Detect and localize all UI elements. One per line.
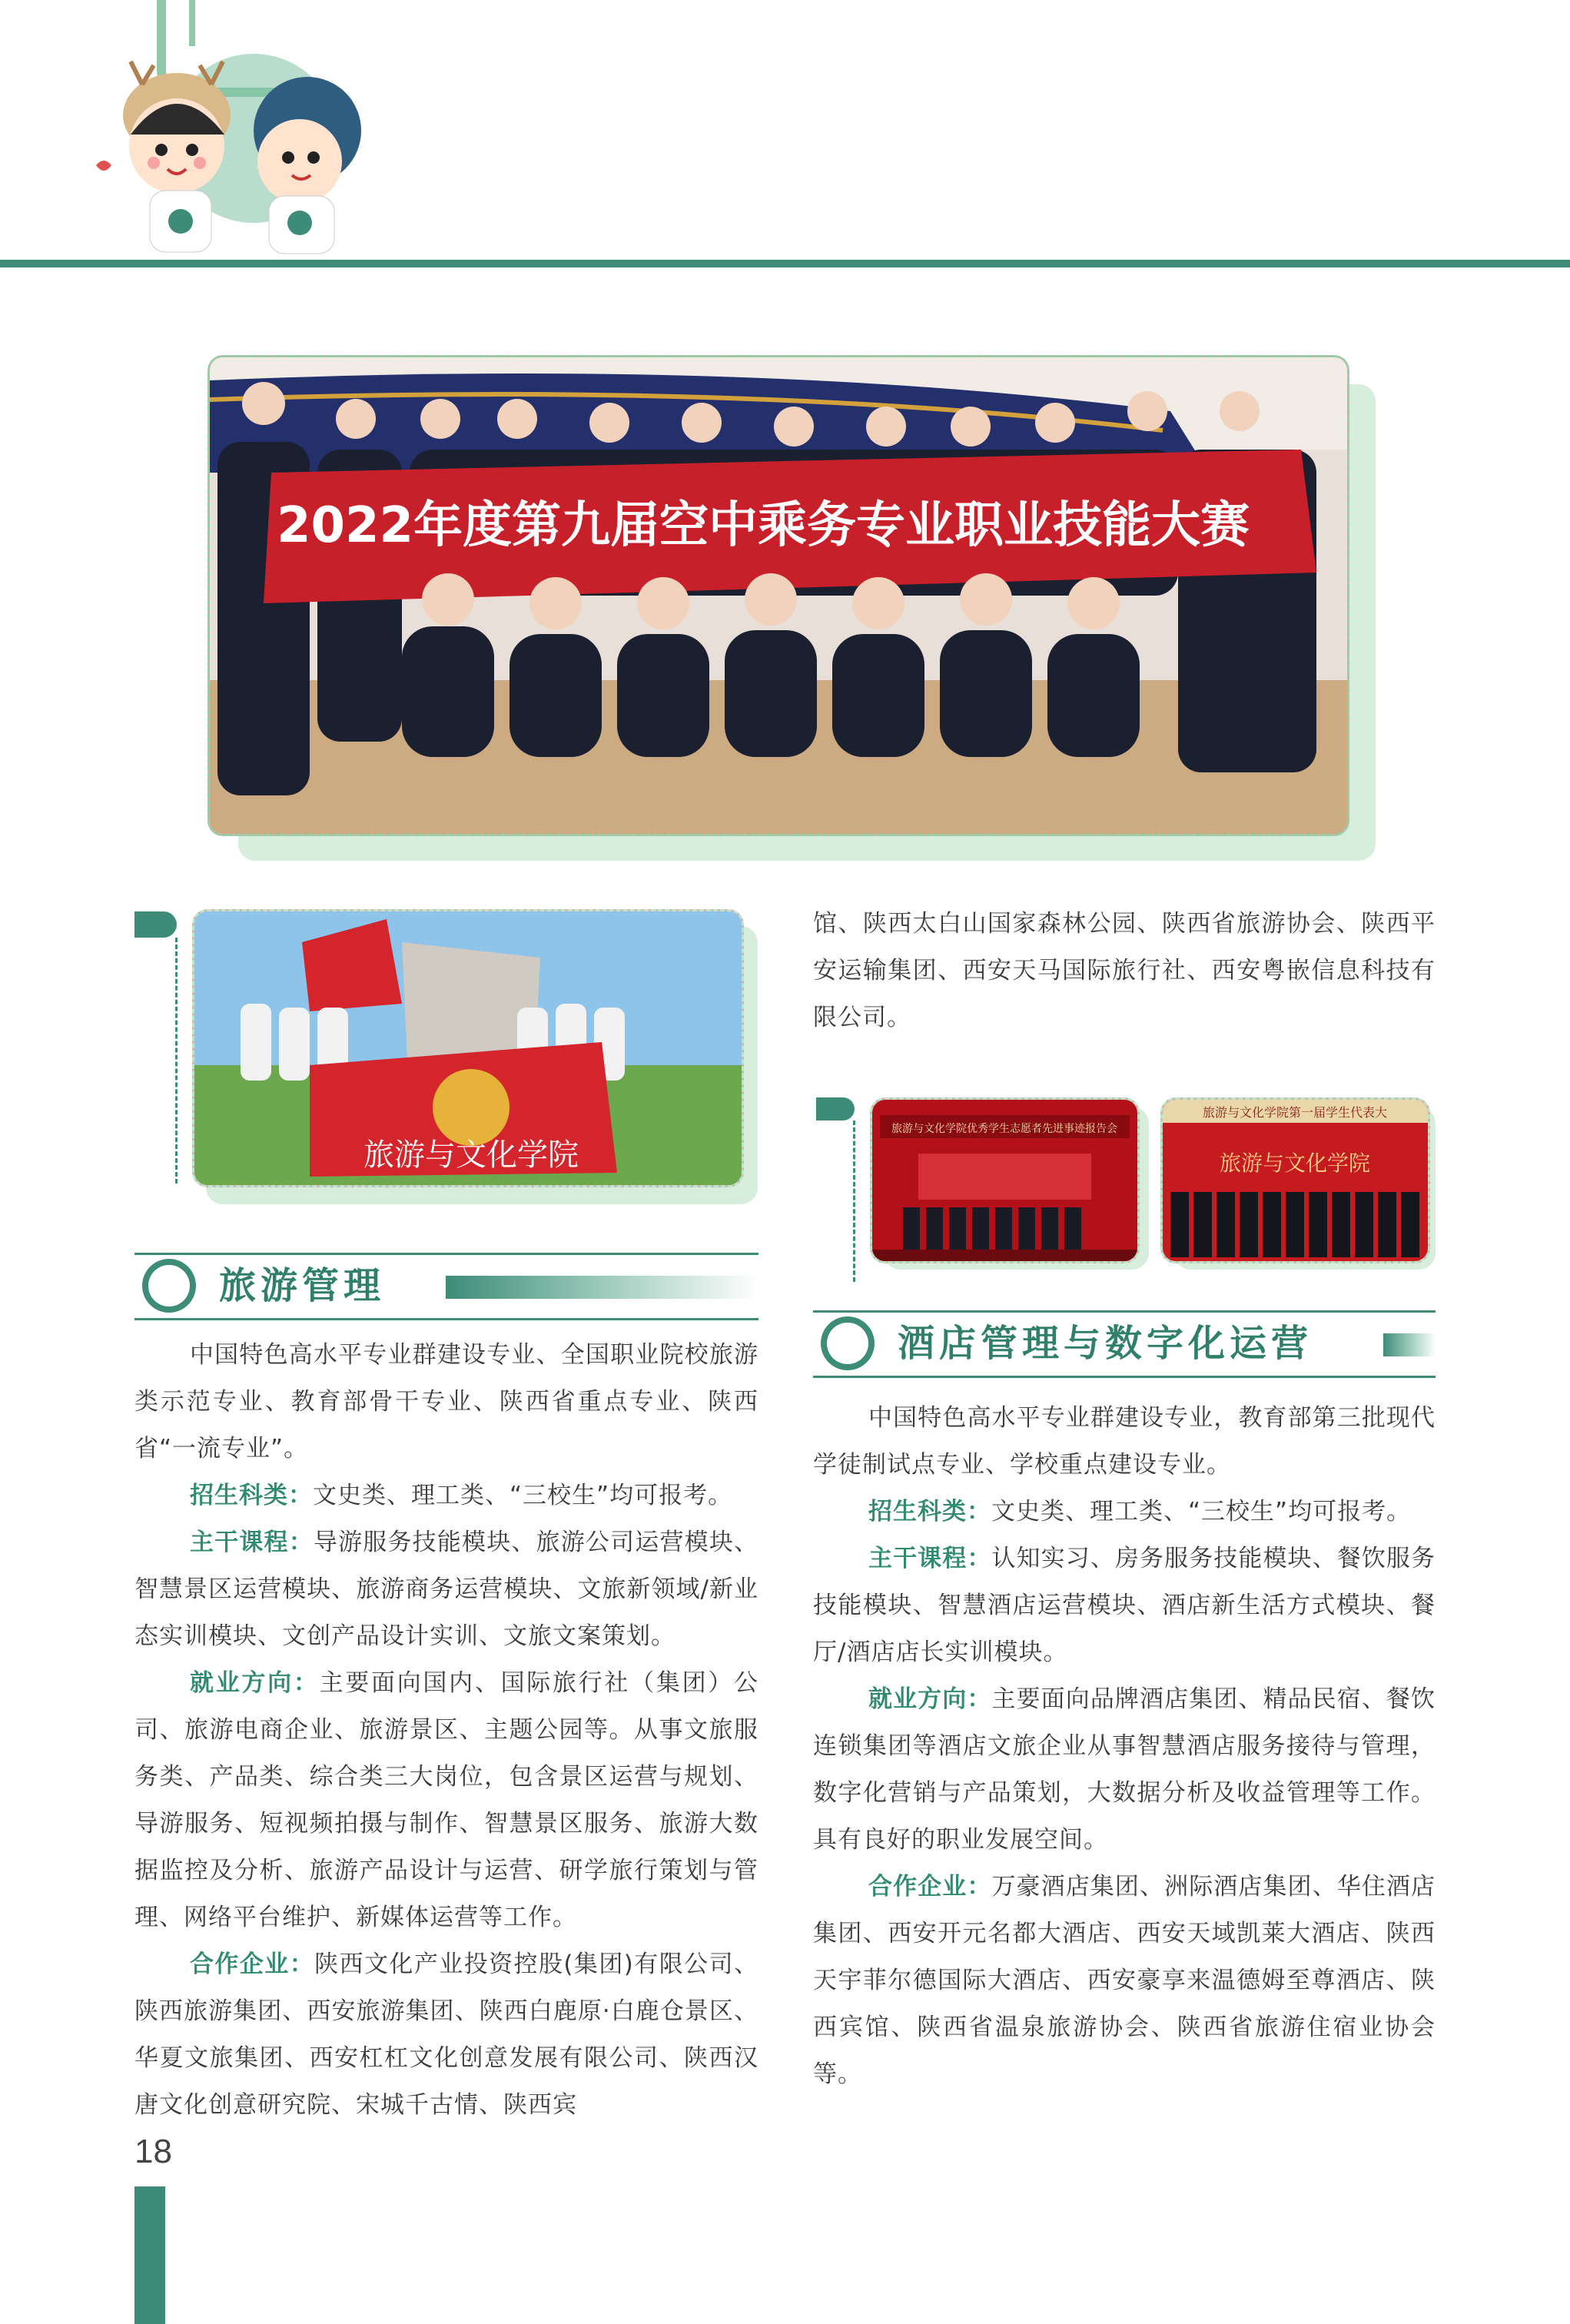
partners-cont-text: 馆、陕西太白山国家森林公园、陕西省旅游协会、陕西平安运输集团、西安天马国际旅行社、西安粤嵌信息科技有限公司。: [813, 910, 1436, 1031]
courses-label: 主干课程：: [190, 1529, 314, 1556]
courses-label: 主干课程：: [868, 1545, 992, 1572]
tourism-intro: 中国特色高水平专业群建设专业、全国职业院校旅游类示范专业、教育部骨干专业、陕西省重点专业、陕西省“一流专业”。: [134, 1341, 758, 1462]
partners-text: 陕西文化产业投资控股(集团)有限公司、 陕西旅游集团、西安旅游集团、陕西白鹿原·白鹿仓景区、华夏文旅集团、西安杠杠文化创意发展有限公司、陕西汉唐文化创意研究院、宋城千古情、陕西宾: [134, 1950, 759, 2119]
photo-banner-text: 旅游与文化学院第一届学生代表大: [1202, 1105, 1388, 1120]
photo-dashed-guide: [853, 1120, 855, 1282]
tourism-body: [134, 1332, 758, 2129]
photo-dashed-guide: [175, 938, 178, 1184]
school-logo-icon: [142, 1259, 196, 1313]
enroll-text: 文史类、理工类、“三校生”均可报考。: [991, 1498, 1412, 1526]
partners-text: 万豪酒店集团、洲际酒店集团、华住酒店集团、西安开元名都大酒店、西安天域凯莱大酒店、陕西天宇菲尔德国际大酒店、西安豪享来温德姆至尊酒店、陕西宾馆、陕西省温泉旅游协会、陕西省旅游住宿业协会等。: [813, 1873, 1436, 2088]
hotel-intro: 中国特色高水平专业群建设专业，教育部第三批现代学徒制试点专业、学校重点建设专业。: [813, 1404, 1436, 1479]
photo-banner-text: 旅游与文化学院优秀学生志愿者先进事迹报告会: [891, 1123, 1117, 1135]
mascot-illustration: [77, 0, 369, 261]
photo-flag-group: [192, 909, 744, 1187]
photo-tab-marker: [816, 1097, 855, 1120]
banner-text: 2022年度第九届空中乘务专业职业技能大赛: [276, 497, 1250, 554]
career-label: 就业方向：: [190, 1669, 320, 1697]
title-gradient-bar: [446, 1276, 758, 1299]
enroll-text: 文史类、理工类、“三校生”均可报考。: [313, 1482, 733, 1509]
photo-tab-marker: [134, 911, 177, 938]
header-rule: [0, 260, 1570, 267]
partners-label: 合作企业：: [868, 1873, 992, 1901]
career-label: 就业方向：: [868, 1685, 992, 1713]
section-title: 旅游管理: [219, 1264, 386, 1307]
courses-text: 导游服务技能模块、旅游公司运营模块、智慧景区运营模块、旅游商务运营模块、文旅新领域/新业态实训模块、文创产品设计实训、文旅文案策划。: [134, 1529, 759, 1650]
flag-text: 旅游与文化学院: [363, 1137, 579, 1173]
partners-label: 合作企业：: [190, 1950, 315, 1978]
career-text: 主要面向国内、国际旅行社（集团）公司、旅游电商企业、旅游景区、主题公园等。从事文旅服务类、产品类、综合类三大岗位，包含景区运营与规划、导游服务、短视频拍摄与制作、智慧景区服务、旅游大数据监控及分析、旅游产品设计与运营、研学旅行策划与管理、网络平台维护、新媒体运营等工作。: [134, 1669, 759, 1931]
section-heading-hotel: [813, 1310, 1436, 1378]
school-logo-icon: [821, 1316, 875, 1370]
section-heading-tourism: [134, 1253, 758, 1320]
hotel-body: [813, 1395, 1436, 2098]
photo-student-congress: [1160, 1097, 1430, 1263]
courses-text: 认知实习、房务服务技能模块、餐饮服务技能模块、智慧酒店运营模块、酒店新生活方式模块、餐厅/酒店店长实训模块。: [813, 1545, 1436, 1666]
page-number: 18: [134, 2133, 172, 2170]
tourism-partners-continued: [813, 901, 1436, 1041]
enroll-label: 招生科类：: [190, 1482, 313, 1509]
photo-flight-attendant-contest: [207, 355, 1349, 836]
photo-screen-text: 旅游与文化学院: [1219, 1150, 1371, 1176]
title-gradient-bar: [1383, 1333, 1436, 1356]
career-text: 主要面向品牌酒店集团、精品民宿、餐饮连锁集团等酒店文旅企业从事智慧酒店服务接待与管理，数字化营销与产品策划，大数据分析及收益管理等工作。具有良好的职业发展空间。: [813, 1685, 1436, 1854]
photo-volunteer-report: [870, 1097, 1140, 1263]
section-title: 酒店管理与数字化运营: [898, 1322, 1313, 1365]
page-number-bar: [134, 2186, 165, 2324]
enroll-label: 招生科类：: [868, 1498, 991, 1526]
